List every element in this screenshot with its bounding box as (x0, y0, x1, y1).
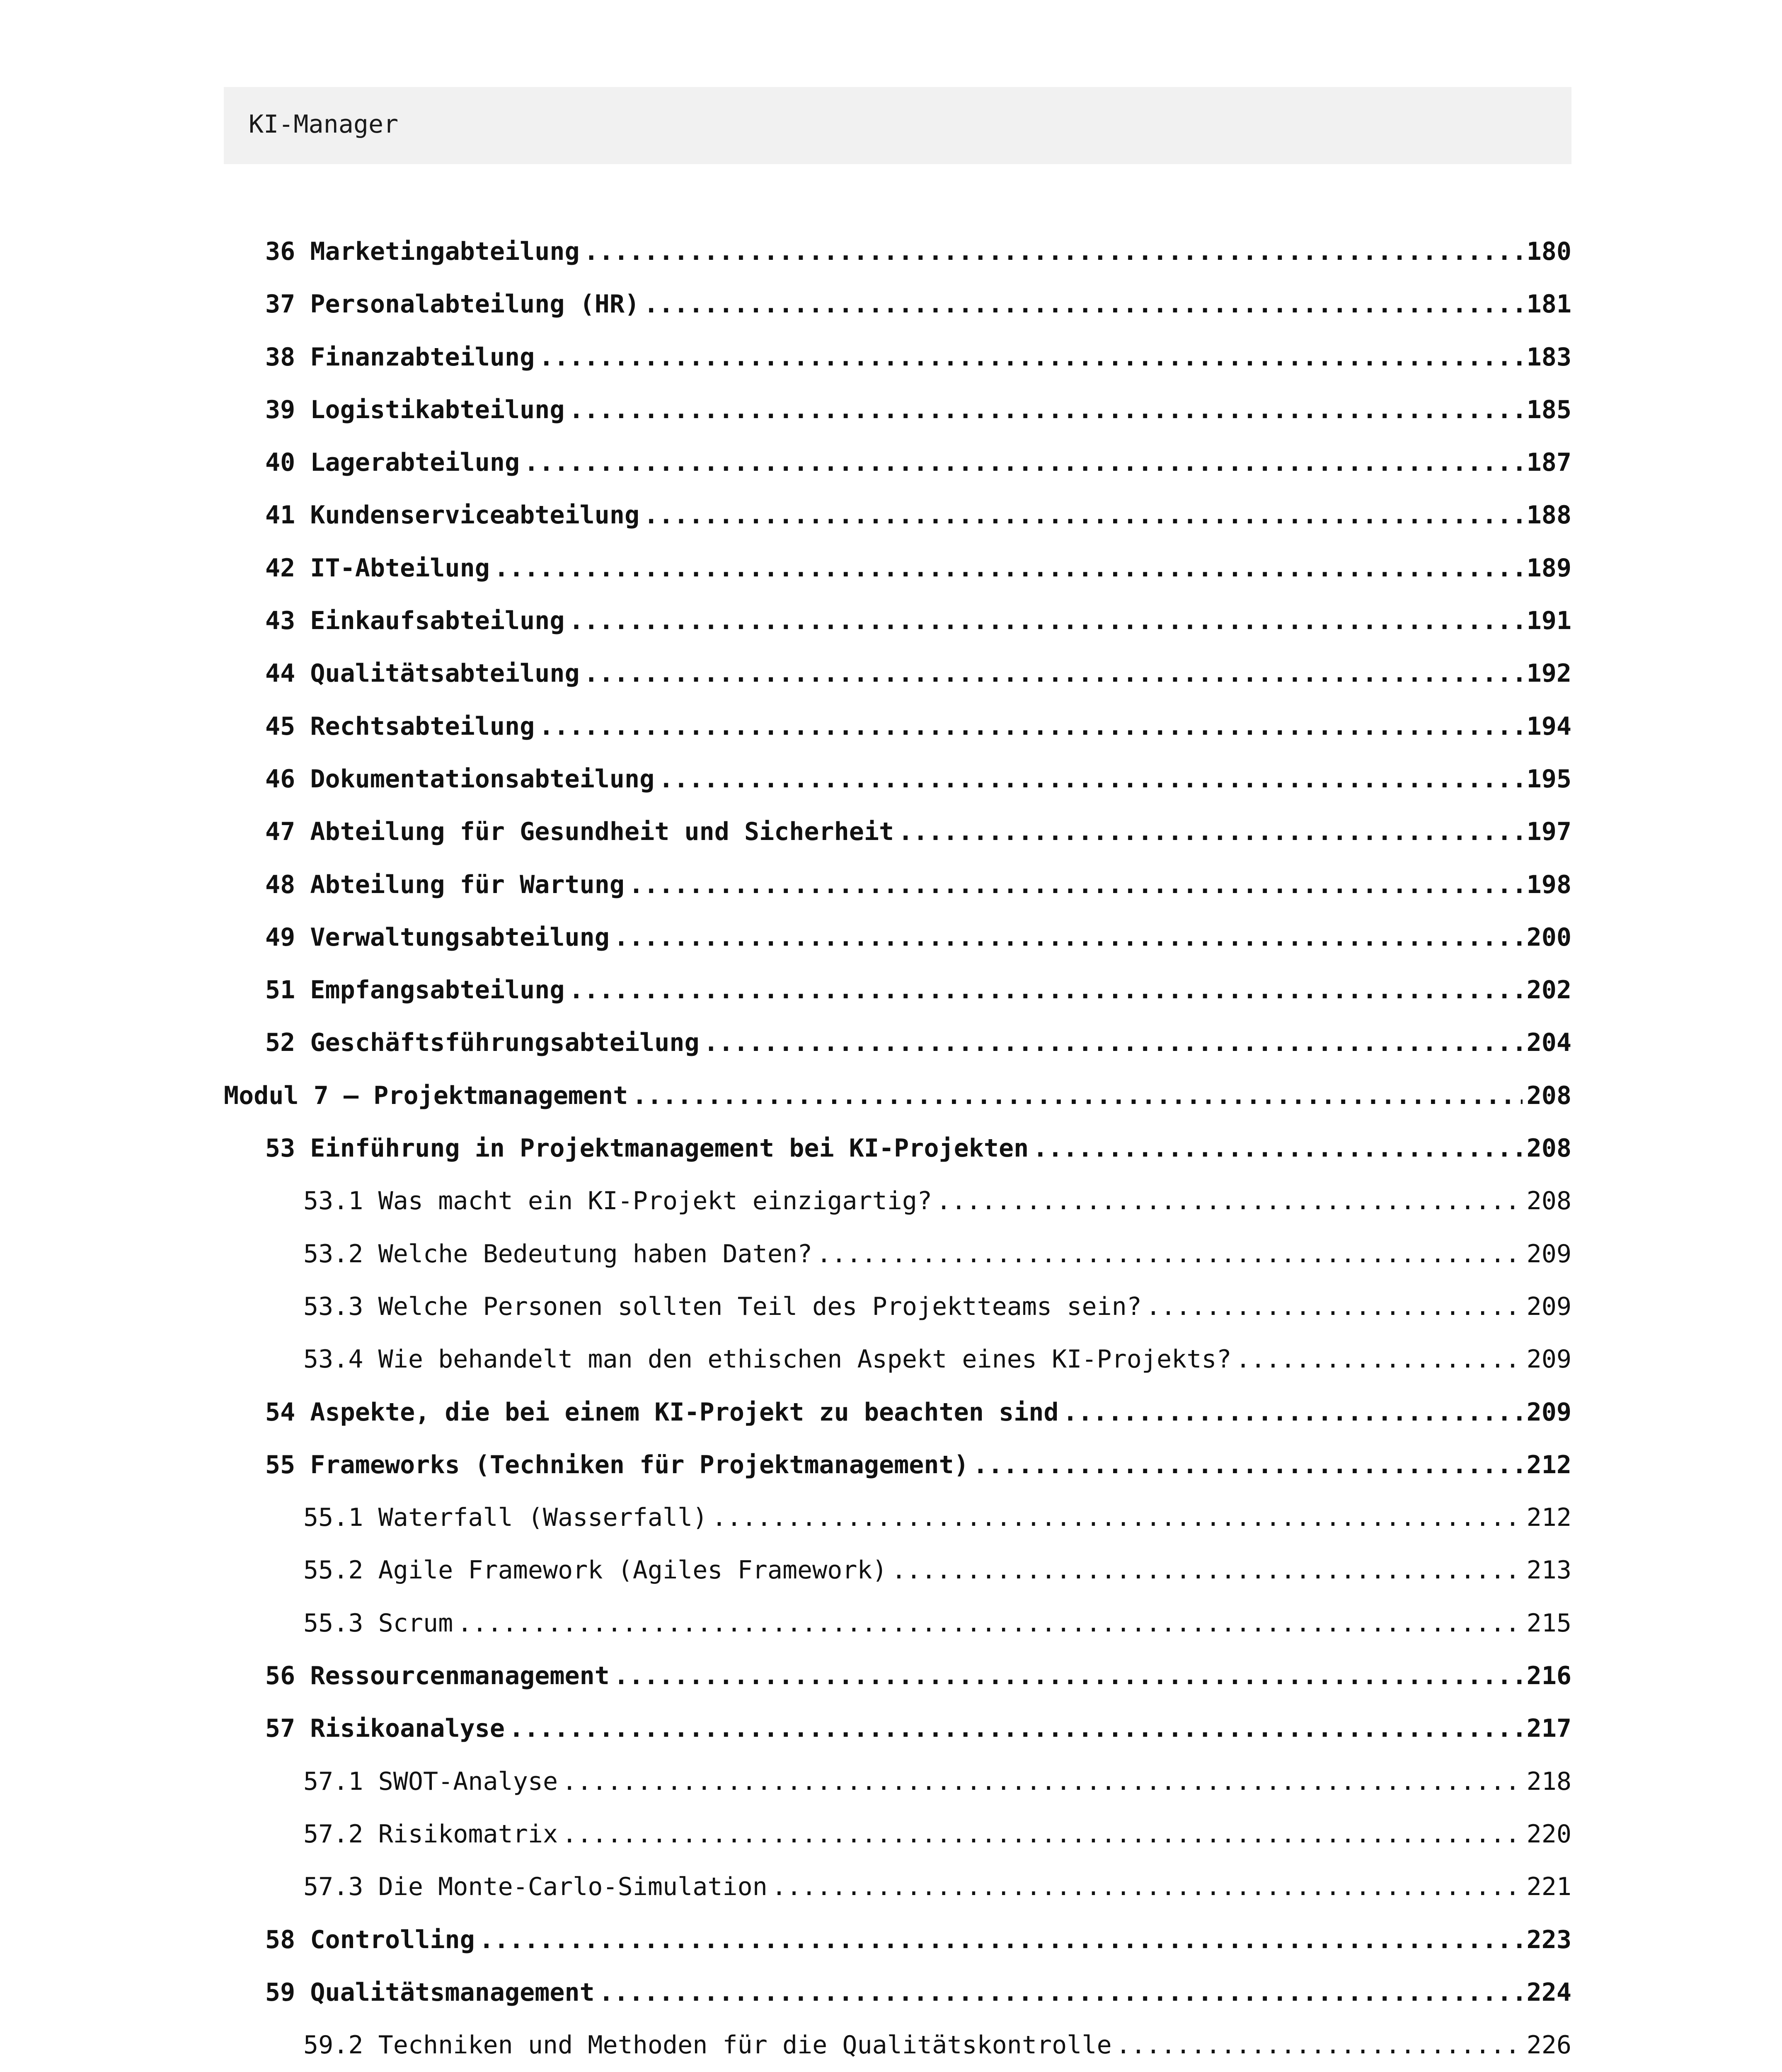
toc-leader-dots (457, 1597, 1522, 1650)
toc-leader-dots (1236, 1333, 1523, 1386)
toc-entry[interactable] (224, 1861, 1571, 1913)
toc-entry-title: 55.1 Waterfall (Wasserfall) (303, 1503, 708, 1532)
toc-entry-title: 59.2 Techniken und Methoden für die Qualitätskontrolle (303, 2031, 1112, 2060)
toc-leader-dots (772, 1861, 1523, 1913)
toc-entry-title: 49 Verwaltungsabteilung (265, 922, 610, 952)
toc-entry[interactable] (224, 1070, 1571, 1122)
toc-entry[interactable] (224, 1966, 1571, 2019)
header-title: KI-Manager (249, 110, 399, 139)
toc-entry[interactable] (224, 331, 1571, 384)
toc-entry-page: 195 (1526, 764, 1571, 794)
toc-entry-page: 180 (1526, 237, 1571, 266)
toc-leader-dots (704, 1017, 1523, 1069)
toc-entry[interactable] (224, 1439, 1571, 1491)
toc-entry[interactable] (224, 278, 1571, 331)
toc-entry-page: 183 (1526, 342, 1571, 372)
toc-leader-dots (1033, 1122, 1522, 1175)
toc-entry-page: 213 (1526, 1556, 1571, 1585)
toc-entry-title: 40 Lagerabteilung (265, 448, 520, 477)
toc-entry-page: 187 (1526, 448, 1571, 477)
toc-entry[interactable] (224, 542, 1571, 595)
toc-entry-title: 53.4 Wie behandelt man den ethischen Aspekt eines KI-Projekts? (303, 1345, 1232, 1374)
toc-entry-page: 212 (1526, 1503, 1571, 1532)
toc-entry[interactable] (224, 225, 1571, 278)
toc-leader-dots (816, 1228, 1522, 1280)
toc-entry[interactable] (224, 700, 1571, 753)
toc-leader-dots (584, 225, 1523, 278)
toc-leader-dots (569, 384, 1522, 436)
toc-entry[interactable] (224, 1597, 1571, 1650)
toc-entry-page: 220 (1526, 1819, 1571, 1849)
toc-entry-title: 38 Finanzabteilung (265, 342, 535, 372)
toc-entry-page: 212 (1526, 1450, 1571, 1479)
toc-entry-page: 191 (1526, 606, 1571, 636)
toc-entry[interactable] (224, 1755, 1571, 1808)
toc-entry-page: 216 (1526, 1661, 1571, 1691)
toc-entry-title: 41 Kundenserviceabteilung (265, 501, 640, 530)
toc-leader-dots (614, 911, 1523, 964)
toc-leader-dots (614, 1650, 1523, 1702)
toc-entry-title: 42 IT-Abteilung (265, 553, 490, 583)
toc-entry-page: 209 (1526, 1345, 1571, 1374)
toc-leader-dots (936, 1175, 1522, 1227)
toc-entry-page: 185 (1526, 395, 1571, 424)
toc-entry-title: 55.2 Agile Framework (Agiles Framework) (303, 1556, 887, 1585)
toc-entry[interactable] (224, 1808, 1571, 1861)
toc-leader-dots (644, 278, 1523, 331)
toc-entry-title: 53 Einführung in Projektmanagement bei KI-Projekten (265, 1134, 1029, 1163)
toc-entry[interactable] (224, 964, 1571, 1017)
toc-entry-title: 53.2 Welche Bedeutung haben Daten? (303, 1239, 813, 1268)
toc-entry[interactable] (224, 595, 1571, 647)
toc-entry[interactable] (224, 489, 1571, 542)
toc-entry-title: 51 Empfangsabteilung (265, 975, 565, 1005)
toc-leader-dots (1116, 2019, 1523, 2072)
toc-entry-title: 39 Logistikabteilung (265, 395, 565, 424)
toc-entry-title: 59 Qualitätsmanagement (265, 1978, 595, 2007)
toc-leader-dots (562, 1808, 1523, 1861)
toc-entry-page: 223 (1526, 1925, 1571, 1954)
toc-leader-dots (632, 1070, 1522, 1122)
toc-leader-dots (539, 700, 1522, 753)
toc-entry[interactable] (224, 1122, 1571, 1175)
toc-entry[interactable] (224, 806, 1571, 858)
toc-entry[interactable] (224, 436, 1571, 489)
toc-entry-page: 198 (1526, 870, 1571, 899)
toc-entry-title: 57.3 Die Monte-Carlo-Simulation (303, 1872, 768, 1902)
toc-entry-title: 53.1 Was macht ein KI-Projekt einzigartig? (303, 1186, 932, 1216)
toc-entry[interactable] (224, 753, 1571, 806)
running-header (224, 87, 1571, 164)
toc-entry-title: 47 Abteilung für Gesundheit und Sicherheit (265, 817, 894, 847)
toc-entry-page: 209 (1526, 1239, 1571, 1268)
toc-entry[interactable] (224, 2019, 1571, 2072)
toc-entry-page: 217 (1526, 1714, 1571, 1743)
toc-entry-page: 200 (1526, 922, 1571, 952)
toc-leader-dots (712, 1491, 1522, 1544)
toc-leader-dots (562, 1755, 1523, 1808)
toc-entry[interactable] (224, 911, 1571, 964)
toc-entry-title: 57.1 SWOT-Analyse (303, 1767, 558, 1796)
toc-entry[interactable] (224, 1175, 1571, 1227)
toc-entry-page: 189 (1526, 553, 1571, 583)
toc-leader-dots (569, 595, 1522, 647)
toc-leader-dots (644, 489, 1523, 542)
toc-entry-title: 57.2 Risikomatrix (303, 1819, 558, 1849)
toc-entry-title: 45 Rechtsabteilung (265, 712, 535, 741)
toc-leader-dots (569, 964, 1522, 1017)
toc-entry-title: 57 Risikoanalyse (265, 1714, 505, 1743)
toc-entry-page: 202 (1526, 975, 1571, 1005)
toc-entry-page: 209 (1526, 1292, 1571, 1321)
toc-entry-page: 215 (1526, 1608, 1571, 1638)
toc-entry-page: 188 (1526, 501, 1571, 530)
toc-leader-dots (891, 1544, 1523, 1597)
toc-entry-title: Modul 7 – Projektmanagement (224, 1081, 628, 1110)
toc-leader-dots (584, 647, 1523, 700)
toc-entry[interactable] (224, 859, 1571, 911)
toc-leader-dots (973, 1439, 1523, 1491)
toc-entry[interactable] (224, 1333, 1571, 1386)
toc-leader-dots (629, 859, 1523, 911)
toc-entry-title: 55 Frameworks (Techniken für Projektmanagement) (265, 1450, 969, 1479)
toc-entry-page: 224 (1526, 1978, 1571, 2007)
toc-entry[interactable] (224, 1228, 1571, 1280)
toc-leader-dots (599, 1966, 1523, 2019)
toc-entry-page: 194 (1526, 712, 1571, 741)
toc-leader-dots (898, 806, 1522, 858)
toc-entry-page: 208 (1526, 1134, 1571, 1163)
toc-entry[interactable] (224, 1544, 1571, 1597)
toc-entry-title: 54 Aspekte, die bei einem KI-Projekt zu beachten sind (265, 1397, 1059, 1427)
toc-entry-page: 218 (1526, 1767, 1571, 1796)
toc-entry-page: 208 (1526, 1186, 1571, 1216)
toc-entry-title: 44 Qualitätsabteilung (265, 659, 580, 688)
toc-leader-dots (524, 436, 1523, 489)
toc-entry-page: 208 (1526, 1081, 1571, 1110)
toc-entry-page: 209 (1526, 1397, 1571, 1427)
toc-leader-dots (1146, 1280, 1523, 1333)
toc-entry-title: 55.3 Scrum (303, 1608, 453, 1638)
toc-entry[interactable] (224, 384, 1571, 436)
toc-entry[interactable] (224, 1650, 1571, 1702)
toc-entry[interactable] (224, 1702, 1571, 1755)
toc-leader-dots (509, 1702, 1523, 1755)
toc-leader-dots (1063, 1386, 1523, 1439)
toc-entry-title: 46 Dokumentationsabteilung (265, 764, 655, 794)
toc-leader-dots (494, 542, 1523, 595)
toc-entry-page: 204 (1526, 1028, 1571, 1058)
toc-entry-page: 221 (1526, 1872, 1571, 1902)
toc-entry-title: 52 Geschäftsführungsabteilung (265, 1028, 700, 1058)
toc-entry-page: 226 (1526, 2031, 1571, 2060)
table-of-contents (224, 225, 1571, 2072)
toc-entry-page: 181 (1526, 290, 1571, 319)
toc-entry[interactable] (224, 647, 1571, 700)
toc-entry[interactable] (224, 1017, 1571, 1069)
toc-entry-title: 48 Abteilung für Wartung (265, 870, 625, 899)
toc-entry-title: 37 Personalabteilung (HR) (265, 290, 640, 319)
toc-entry-title: 58 Controlling (265, 1925, 475, 1954)
toc-entry-page: 192 (1526, 659, 1571, 688)
toc-entry[interactable] (224, 1491, 1571, 1544)
toc-entry-title: 53.3 Welche Personen sollten Teil des Projektteams sein? (303, 1292, 1142, 1321)
toc-entry-title: 36 Marketingabteilung (265, 237, 580, 266)
toc-leader-dots (539, 331, 1522, 384)
toc-entry[interactable] (224, 1280, 1571, 1333)
toc-entry[interactable] (224, 1914, 1571, 1966)
toc-entry[interactable] (224, 1386, 1571, 1439)
toc-entry-title: 56 Ressourcenmanagement (265, 1661, 610, 1691)
toc-leader-dots (659, 753, 1522, 806)
toc-entry-title: 43 Einkaufsabteilung (265, 606, 565, 636)
toc-leader-dots (479, 1914, 1523, 1966)
toc-entry-page: 197 (1526, 817, 1571, 847)
